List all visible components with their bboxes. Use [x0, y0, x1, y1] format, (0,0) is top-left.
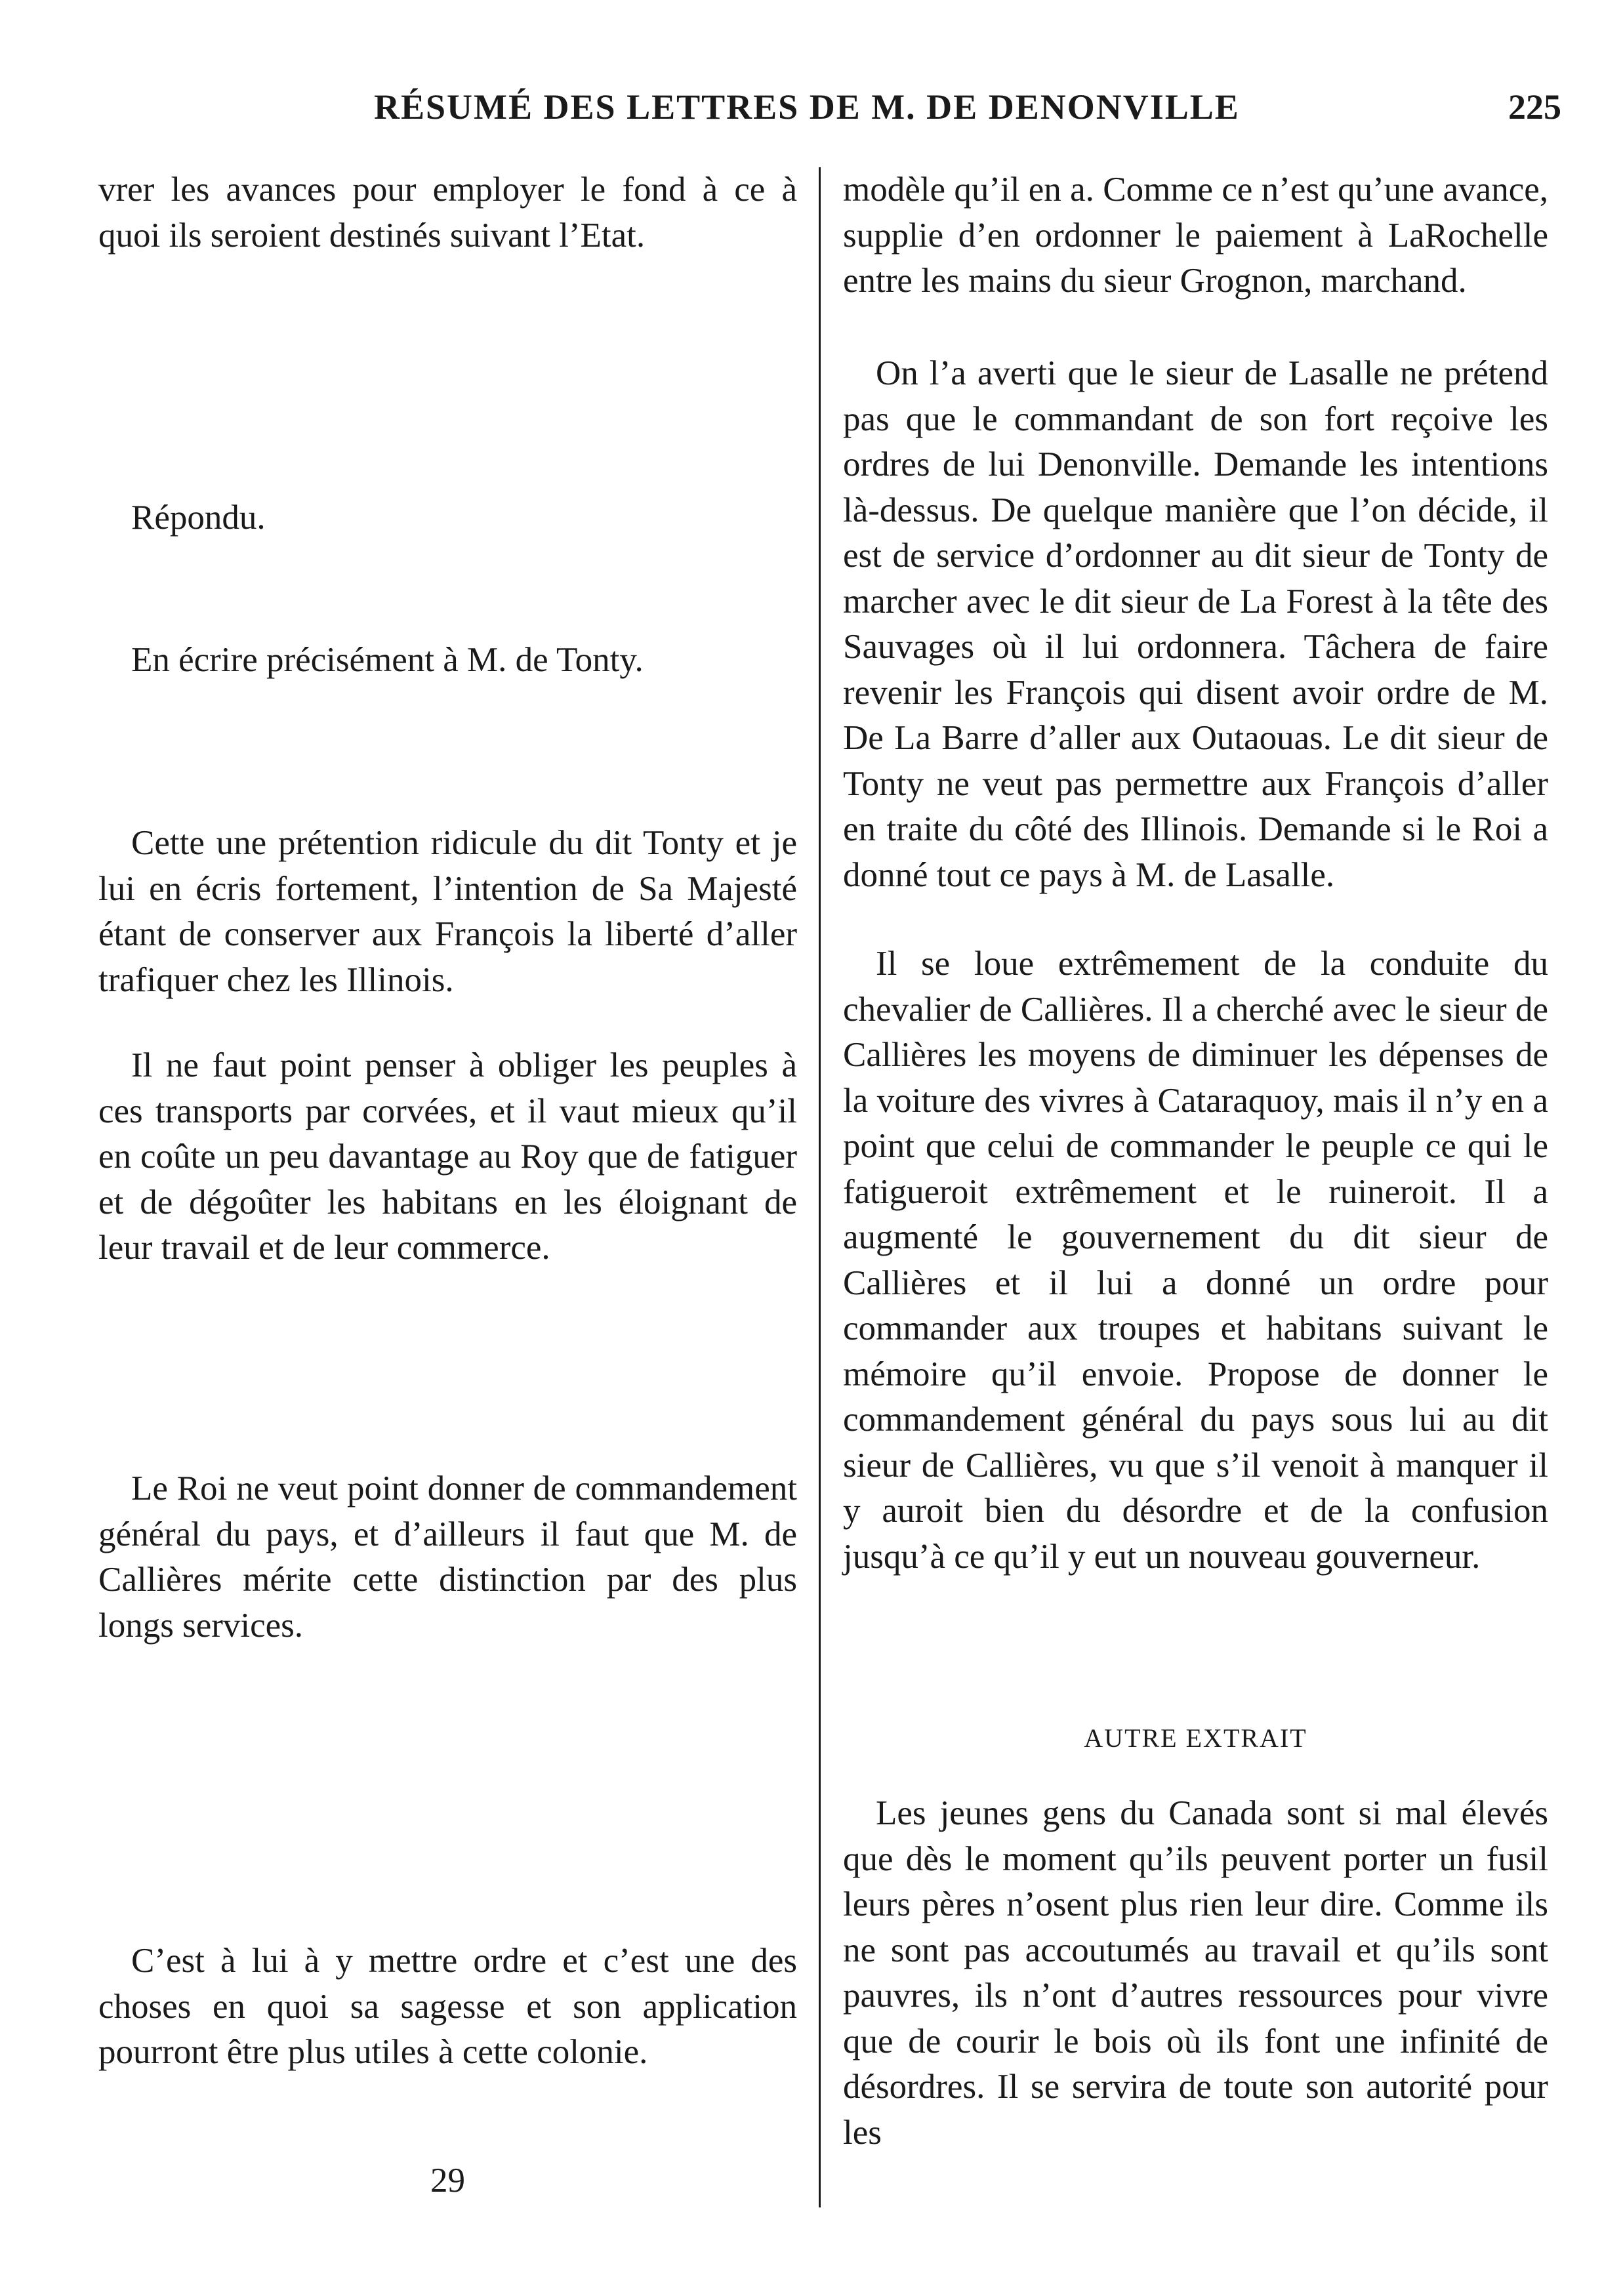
- left-paragraph-4: Cette une prétention ridicule du dit Tonty et je lui en écris fortement, l’intention de Sa Majesté étant de conserver aux François la liberté d’aller trafiquer chez les Illinois.: [98, 824, 797, 999]
- left-paragraph-2: Répondu.: [131, 499, 266, 537]
- right-paragraph-1: modèle qu’il en a. Comme ce n’est qu’une avance, supplie d’en ordonner le paiement à LaRochelle entre les mains du sieur Grognon, marchand.: [843, 171, 1548, 300]
- section-heading: AUTRE EXTRAIT: [1084, 1723, 1307, 1753]
- page-number: 225: [1508, 87, 1561, 127]
- folio-number: 29: [430, 2162, 465, 2200]
- left-paragraph-3: En écrire précisément à M. de Tonty.: [131, 641, 644, 679]
- left-paragraph-6: Le Roi ne veut point donner de commandement général du pays, et d’ailleurs il faut que M. de Callières mérite cette distinction par des plus longs services.: [98, 1469, 797, 1645]
- left-paragraph-5: Il ne faut point penser à obliger les peuples à ces transports par corvées, et il vaut mieux qu’il en coûte un peu davantage au Roy que de fatiguer et de dégoûter les habitans en les éloignant de leur travail et de leur commerce.: [98, 1046, 797, 1267]
- column-divider: [819, 167, 821, 2207]
- right-paragraph-2: On l’a averti que le sieur de Lasalle ne prétend pas que le commandant de son fort reçoive les ordres de lui Denonville. Demande les intentions là-dessus. De quelque manière que l’on décide, il est de service d’ordonner au dit sieur de Tonty de marcher avec le dit sieur de La Forest à la tête des Sauvages où il lui ordonnera. Tâchera de faire revenir les François qui disent avoir ordre de M. De La Barre d’aller aux Outaouas. Le dit sieur de Tonty ne veut pas permettre aux François d’aller en traite du côté des Illinois. Demande si le Roi a donné tout ce pays à M. de Lasalle.: [843, 354, 1548, 894]
- running-header: [98, 87, 1561, 139]
- left-paragraph-1: vrer les avances pour employer le fond à ce à quoi ils seroient destinés suivant l’Etat.: [98, 171, 797, 255]
- header-title: RÉSUMÉ DES LETTRES DE M. DE DENONVILLE: [374, 87, 1240, 127]
- left-paragraph-7: C’est à lui à y mettre ordre et c’est une des choses en quoi sa sagesse et son application pourront être plus utiles à cette colonie.: [98, 1942, 797, 2071]
- right-paragraph-3: Il se loue extrêmement de la conduite du chevalier de Callières. Il a cherché avec le sieur de Callières les moyens de diminuer les dépenses de la voiture des vivres à Cataraquoy, mais il n’y en a point que celui de commander le peuple ce qui le fatigueroit extrêmement et le ruineroit. Il a augmenté le gouvernement du dit sieur de Callières et il lui a donné un ordre pour commander aux troupes et habitans suivant le mémoire qu’il envoie. Propose de donner le commandement général du pays sous lui au dit sieur de Callières, vu que s’il venoit à manquer il y auroit bien du désordre et de la confusion jusqu’à ce qu’il y eut un nouveau gouverneur.: [843, 945, 1548, 1576]
- right-paragraph-4: Les jeunes gens du Canada sont si mal élevés que dès le moment qu’ils peuvent porter un fusil leurs pères n’osent plus rien leur dire. Comme ils ne sont pas accoutumés au travail et qu’ils sont pauvres, ils n’ont d’autres ressources pour vivre que de courir le bois où ils font une infinité de désordres. Il se servira de toute son autorité pour les: [843, 1794, 1548, 2152]
